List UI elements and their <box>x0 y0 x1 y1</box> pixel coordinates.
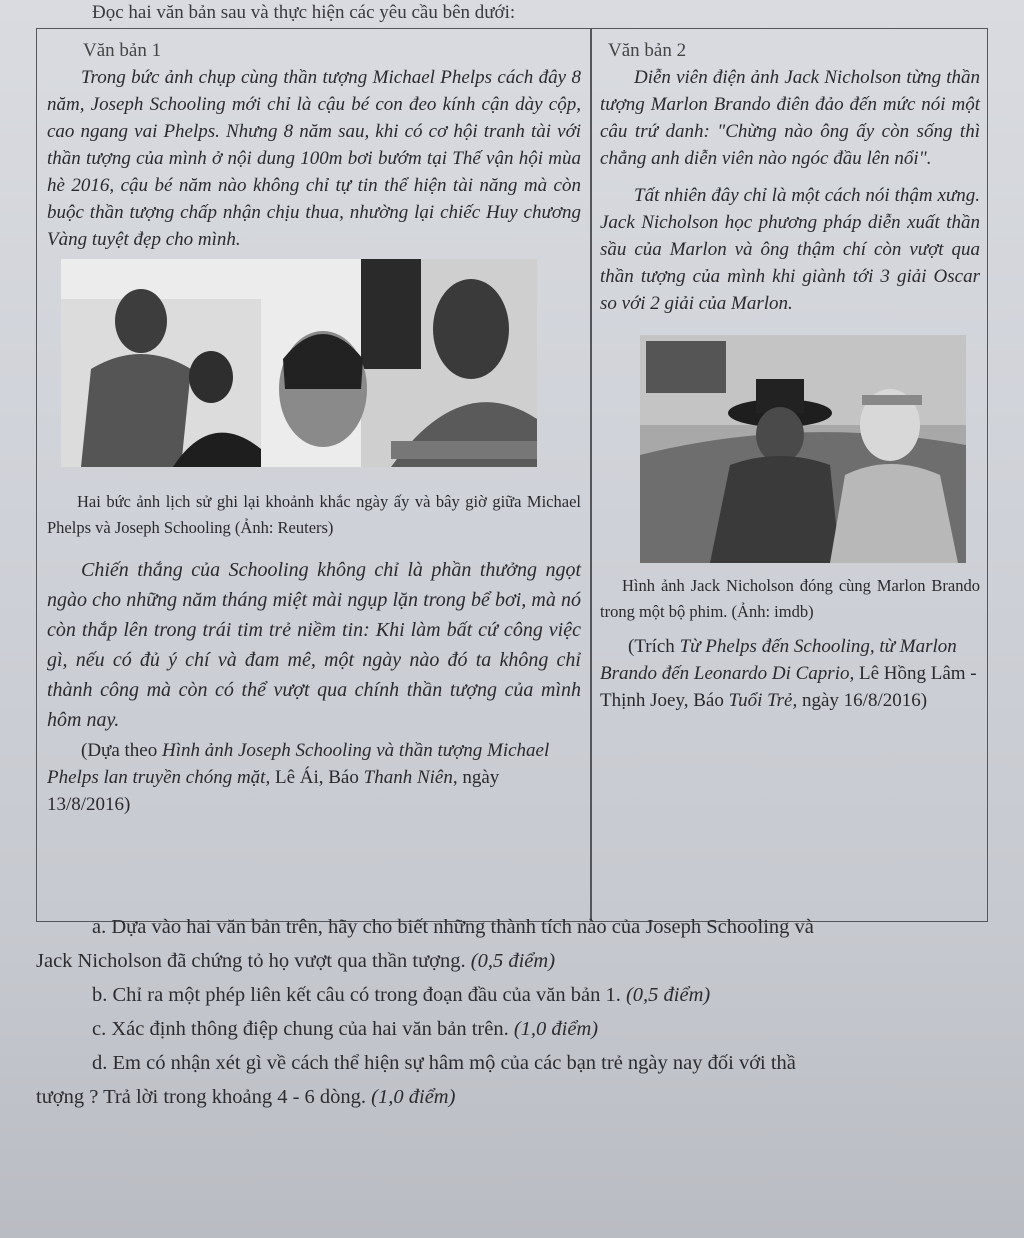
text-2-title: Văn bản 2 <box>608 40 687 61</box>
question-c-text: c. Xác định thông điệp chung của hai văn bản trên. <box>92 1018 509 1040</box>
text-1-source-date: , ngày 13/8/2016) <box>47 767 500 815</box>
text-2-photo-caption: Hình ảnh Jack Nicholson đóng cùng Marlon Brando trong một bộ phim. (Ảnh: imdb) <box>600 576 980 621</box>
instructions: Đọc hai văn bản sau và thực hiện các yêu cầu bên dưới: <box>92 2 516 23</box>
text-2-source-mid: Lê Hồng Lâm - Thịnh Joey, Báo <box>600 663 977 711</box>
text-2-column <box>600 37 980 714</box>
column-divider <box>590 29 592 921</box>
text-1-source-paper: Thanh Niên <box>363 767 453 788</box>
question-d-continued <box>36 1080 1024 1114</box>
question-b-score: (0,5 điểm) <box>620 984 711 1006</box>
text-2-source-paper: Tuổi Trẻ, <box>728 690 798 711</box>
phelps-schooling-image <box>61 259 537 467</box>
nicholson-brando-image <box>640 335 966 563</box>
question-b-text: b. Chỉ ra một phép liên kết câu có trong đoạn đầu của văn bản 1. <box>92 984 621 1006</box>
text-2-paragraph-1: Diễn viên điện ảnh Jack Nicholson từng thần tượng Marlon Brando điên đảo đến mức nói một câu trứ danh: "Chừng nào ông ấy còn sống thì chẳng anh diễn viên nào ngóc đầu lên nổi". <box>600 67 980 169</box>
text-2-source-prefix: (Trích <box>628 636 680 657</box>
question-d-score: (1,0 điểm) <box>366 1086 456 1108</box>
question-a-score: (0,5 điểm) <box>465 950 556 972</box>
text-2-paragraph-2: Tất nhiên đây chỉ là một cách nói thậm xưng. Jack Nicholson học phương pháp diễn xuất thần sầu của Marlon và ông thậm chí còn vượt qua thần tượng của mình khi giành tới 3 giải Oscar so với 2 giải của Marlon. <box>600 185 980 314</box>
text-1-photo-caption: Hai bức ảnh lịch sử ghi lại khoảnh khắc ngày ấy và bây giờ giữa Michael Phelps và Joseph Schooling (Ảnh: Reuters) <box>47 492 581 537</box>
text-2-source <box>600 633 980 714</box>
text-1-source-title: Hình ảnh Joseph Schooling và thần tượng Michael Phelps lan truyền chóng mặt, <box>47 740 550 788</box>
questions-section <box>36 910 1024 1114</box>
text-1-column <box>47 37 581 818</box>
question-d-text: d. Em có nhận xét gì về cách thể hiện sự hâm mộ của các bạn trẻ ngày nay đối với thầ <box>92 1052 796 1074</box>
question-d-cont: tượng ? Trả lời trong khoảng 4 - 6 dòng. <box>36 1086 367 1108</box>
text-1-paragraph-2: Chiến thắng của Schooling không chỉ là phần thưởng ngọt ngào cho những năm tháng miệt mài ngụp lặn trong bể bơi, mà nó còn thắp lên trong trái tim trẻ niềm tin: Khi làm bất cứ công việc gì, nếu có đủ ý chí và đam mê, một ngày nào đó ta không chỉ thành công mà còn có thể vượt qua chính thần tượng của mình hôm nay. <box>47 559 581 731</box>
text-1-source-mid: Lê Ái, Báo <box>270 767 364 788</box>
question-c <box>36 1012 1024 1046</box>
nicholson-brando-photo <box>640 335 966 563</box>
phelps-schooling-photos <box>61 259 537 467</box>
text-2-source-title: Từ Phelps đến Schooling, từ Marlon Brando đến Leonardo Di Caprio, <box>600 636 957 684</box>
question-a-continued <box>36 944 1024 978</box>
text-2-source-date: ngày 16/8/2016) <box>797 690 928 711</box>
text-1-source <box>47 737 581 818</box>
question-b <box>36 978 1024 1012</box>
text-1-title: Văn bản 1 <box>83 40 162 61</box>
question-a-cont: Jack Nicholson đã chứng tỏ họ vượt qua thần tượng. <box>36 950 466 972</box>
text-1-source-prefix: (Dựa theo <box>81 740 162 761</box>
question-a <box>36 910 1024 944</box>
question-d <box>36 1046 1024 1080</box>
question-a-text: a. Dựa vào hai văn bản trên, hãy cho biết những thành tích nào của Joseph Schooling và <box>92 916 814 938</box>
text-1-paragraph-1: Trong bức ảnh chụp cùng thần tượng Michael Phelps cách đây 8 năm, Joseph Schooling mới chỉ là cậu bé con đeo kính cận dày cộp, cao ngang vai Phelps. Nhưng 8 năm sau, khi có cơ hội tranh tài với thần tượng của mình ở nội dung 100m bơi bướm tại Thế vận hội mùa hè 2016, cậu bé năm nào không chỉ tự tin thể hiện tài năng mà còn buộc thần tượng chấp nhận chịu thua, nhường lại chiếc Huy chương Vàng tuyệt đẹp cho mình. <box>47 67 581 250</box>
texts-frame <box>36 28 988 922</box>
question-c-score: (1,0 điểm) <box>508 1018 599 1040</box>
